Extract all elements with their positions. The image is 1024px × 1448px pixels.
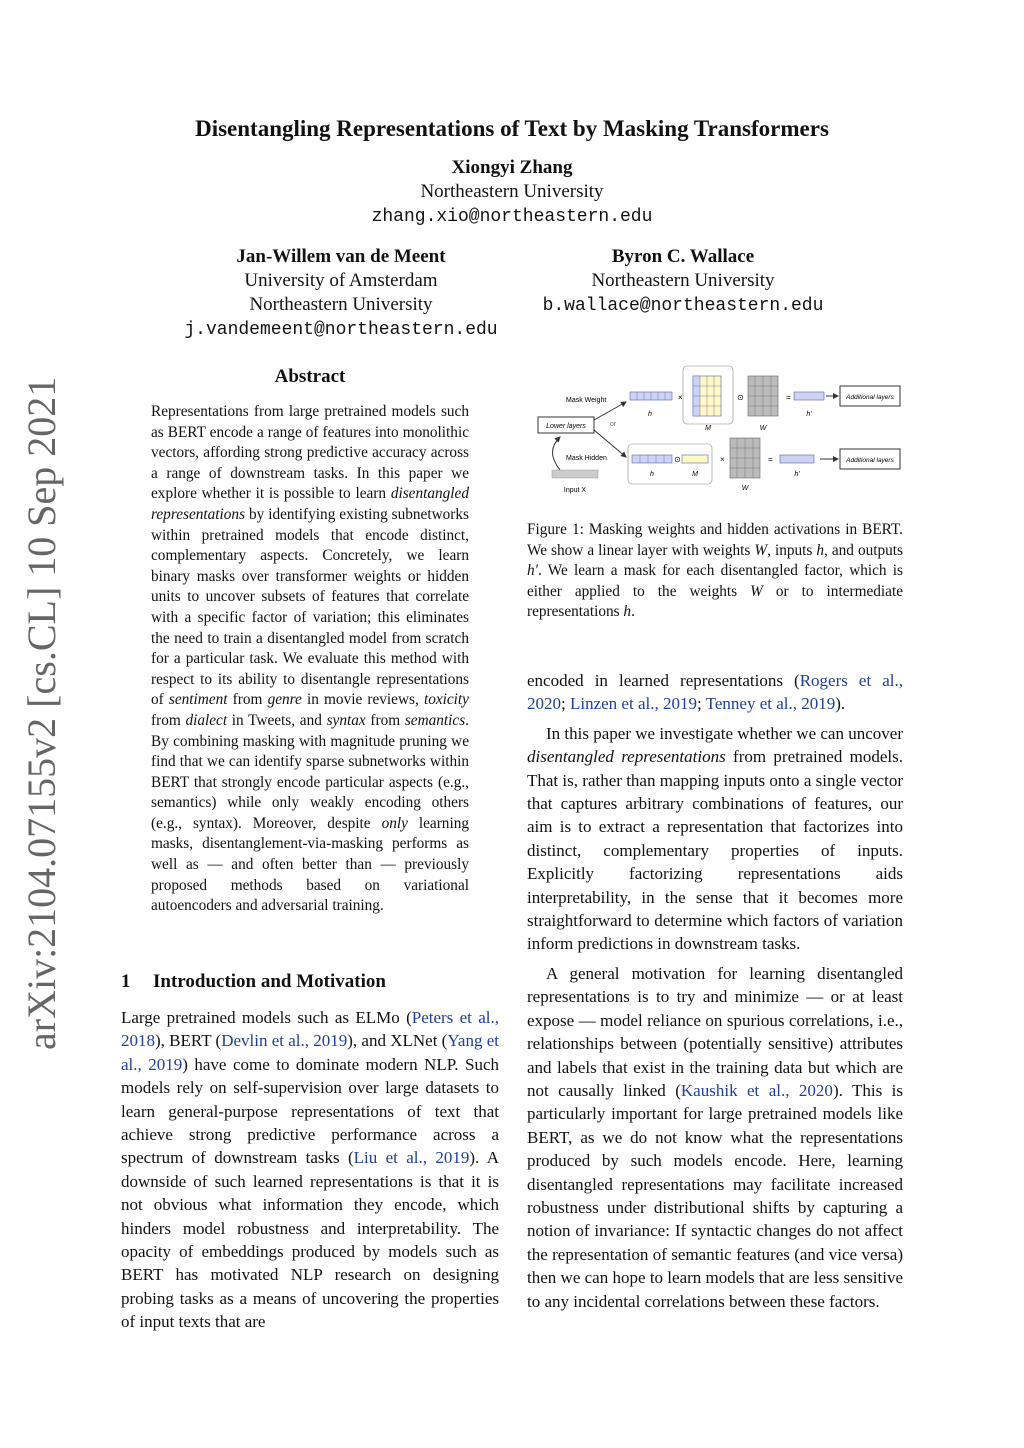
bottom-mask-vector [682, 455, 708, 463]
author-affiliation: Northeastern University [249, 294, 433, 315]
author-name: Xiongyi Zhang [451, 157, 573, 178]
author-name: Jan-Willem van de Meent [236, 246, 446, 267]
paragraph: encoded in learned representations (Rogers et al., 2020; Linzen et al., 2019; Tenney et al., 2019). [527, 671, 904, 714]
mask-hidden-label: Mask Hidden [566, 455, 607, 462]
bottom-h-prime-vector [780, 455, 814, 463]
citation-link[interactable]: Linzen et al., 2019 [569, 694, 697, 714]
svg-text:=: = [786, 393, 791, 402]
or-label: or [610, 421, 617, 428]
author-block-2 [141, 245, 541, 343]
author-name: Byron C. Wallace [611, 246, 755, 267]
author-block-1 [0, 156, 1024, 230]
svg-text:⊙: ⊙ [737, 393, 744, 402]
top-m-label: M [705, 425, 711, 432]
bottom-w-label: W [741, 485, 749, 492]
right-column-body [527, 669, 903, 1319]
citation-link[interactable]: Rogers et al., 2020 [527, 671, 904, 714]
author-email[interactable]: j.vandemeent@northeastern.edu [184, 320, 498, 340]
arxiv-sidebar-stamp: arXiv:2104.07155v2 [cs.CL] 10 Sep 2021 [19, 376, 64, 1050]
top-h-vector [630, 392, 672, 400]
citation-link[interactable]: Liu et al., 2019 [353, 1148, 470, 1168]
top-mask-matrix [693, 376, 721, 416]
author-affiliation: University of Amsterdam [244, 270, 438, 291]
citation-link[interactable]: Kaushik et al., 2020 [680, 1080, 833, 1100]
lower-layers-label: Lower layers [546, 423, 586, 430]
paper-title: Disentangling Representations of Text by Masking Transformers [195, 116, 829, 141]
intro-paragraph: Large pretrained models such as ELMo (Peters et al., 2018), BERT (Devlin et al., 2019), and XLNet (Yang et al., 2019) have come to dominate modern NLP. Such models rely on self-supervision over large datasets to learn general-purpose representations of text that achieve strong predictive performance across a spectrum of downstream tasks (Liu et al., 2019). A downside of such learned representations is that it is not obvious what information they encode, which hinders model robustness and interpretability. The opacity of embeddings produced by models such as BERT has motivated NLP research on designing probing tasks as a means of uncovering the properties of input texts that are [121, 1008, 500, 1332]
bottom-m-label: M [692, 471, 698, 478]
top-h-prime-label: h' [806, 411, 812, 418]
top-additional-layers-label: Additional layers [846, 394, 894, 401]
svg-text:⊙: ⊙ [674, 455, 681, 464]
figure-1-diagram [530, 362, 910, 502]
input-x-box [552, 470, 598, 478]
section-title: Introduction and Motivation [153, 971, 386, 992]
paragraph: In this paper we investigate whether we can uncover disentangled representations from pretrained models. That is, rather than mapping inputs onto a single vector that captures arbitrary combinations of features, our aim is to extract a representation that factorizes into distinct, complementary properties of inputs. Explicitly factorizing representations aids interpretability, in the sense that it becomes more straightforward to determine which factors of variation inform predictions in downstream tasks. [527, 723, 903, 954]
bottom-h-vector [632, 455, 672, 463]
citation-link[interactable]: Tenney et al., 2019 [705, 694, 836, 714]
abstract-heading: Abstract [274, 366, 346, 387]
top-h-prime-vector [794, 392, 824, 400]
author-affiliation: Northeastern University [420, 181, 604, 202]
input-x-label: Input X [563, 487, 587, 494]
bottom-additional-layers-label: Additional layers [846, 457, 894, 464]
svg-text:×: × [720, 455, 725, 464]
author-email[interactable]: b.wallace@northeastern.edu [542, 296, 824, 316]
citation-link[interactable]: Devlin et al., 2019 [221, 1031, 348, 1051]
section-number: 1 [121, 971, 131, 992]
author-block-3 [500, 245, 866, 319]
svg-text:=: = [768, 455, 773, 464]
bottom-h-label: h [650, 471, 654, 478]
author-email[interactable]: zhang.xio@northeastern.edu [371, 207, 653, 227]
figure-1-caption: Figure 1: Masking weights and hidden activations in BERT. We show a linear layer with weights W, inputs h, and outputs h′. We learn a mask for each disentangled factor, which is either applied to the weights W or to intermediate representations h. [527, 521, 904, 621]
top-weight-matrix [748, 376, 778, 416]
citation-link[interactable]: Peters et al., 2018 [121, 1008, 499, 1051]
paragraph: A general motivation for learning disentangled representations is to try and minimize — or at least expose — model reliance on spurious correlations, i.e., relationships between (potentially sensitive) attributes and labels that exist in the training data but which are not causally linked (Kaushik et al., 2020). This is particularly important for large pretrained models like BERT, as we do not know what the representations produced by such models encode. Here, learning disentangled representations may facilitate increased robustness under distributional shifts by capturing a notion of invariance: If syntactic changes do not affect the representation of semantic features (and vice versa) then we can hope to learn models that are less sensitive to any incidental correlations between these factors. [527, 963, 903, 1311]
svg-text:×: × [678, 393, 683, 402]
top-h-label: h [648, 411, 652, 418]
bottom-weight-matrix [730, 438, 760, 478]
citation-link[interactable]: Yang et al., 2019 [121, 1031, 500, 1074]
section-heading [121, 971, 386, 993]
top-w-label: W [759, 425, 767, 432]
author-affiliation: Northeastern University [591, 270, 775, 291]
mask-weight-label: Mask Weight [566, 397, 607, 404]
bottom-h-prime-label: h' [794, 471, 800, 478]
abstract-body: Representations from large pretrained models such as BERT encode a range of features into monolithic vectors, affording strong predictive accuracy across a range of downstream tasks. In this paper we explore whether it is possible to learn disentangled representations by identifying existing subnetworks within pretrained models that encode distinct, complementary aspects. Concretely, we learn binary masks over transformer weights or hidden units to uncover subsets of features that correlate with a specific factor of variation; this eliminates the need to train a disentangled model from scratch for a particular task. We evaluate this method with respect to its ability to disentangle representations of sentiment from genre in movie reviews, toxicity from dialect in Tweets, and syntax from semantics. By combining masking with magnitude pruning we find that we can identify sparse subnetworks within BERT that strongly encode particular aspects (e.g., semantics) while only weakly encoding others (e.g., syntax). Moreover, despite only learning masks, disentanglement-via-masking performs as well as — and often better than — previously proposed methods based on variational autoencoders and adversarial training. [151, 403, 469, 915]
